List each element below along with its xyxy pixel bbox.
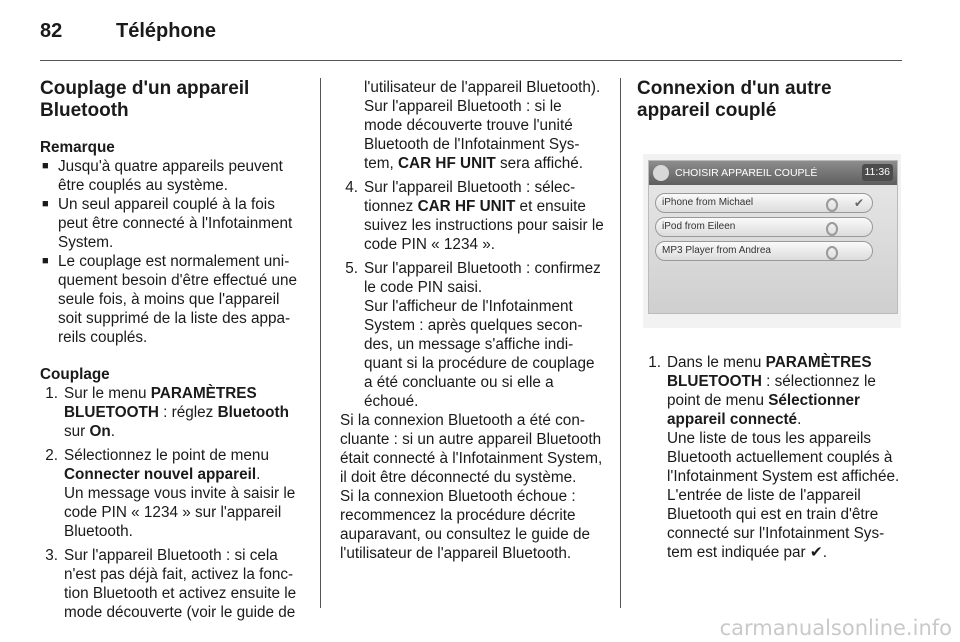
couplage-label: Couplage [40, 366, 110, 383]
step-text: . [822, 544, 827, 561]
step-bold: PARAMÈTRES BLUETOOTH [64, 385, 257, 421]
step-item [340, 259, 604, 411]
body-paragraph: Si la connexion Bluetooth échoue : recommencez la procédure décrite auparavant, ou consultez le guide de l'utilisateur de l'appareil Bluetooth. [340, 488, 591, 562]
phone-icon [653, 165, 669, 181]
step-text: Sur l'appareil Bluetooth : si le mode découverte trouve l'unité Bluetooth de l'Infotainment System, [364, 98, 580, 172]
body-paragraph: Si la connexion Bluetooth a été concluante : si un autre appareil Bluetooth était connecté à l'Infotainment System, il doit être déconnecté du système. [340, 412, 603, 486]
step-bold: Bluetooth [217, 404, 289, 421]
step-text: Sur le menu [64, 385, 151, 402]
header-rule [40, 60, 902, 61]
device-name: iPod from Eileen [662, 221, 736, 232]
phone-icon [826, 246, 838, 260]
step-text: Sur l'appareil Bluetooth : sélectionnez [364, 179, 576, 215]
step-item [40, 446, 306, 541]
step-item [340, 178, 604, 254]
step-text: sur [64, 423, 90, 440]
column-3 [637, 78, 903, 122]
step-paragraph: Un message vous invite à saisir le code PIN « 1234 » sur l'appareil Bluetooth. [64, 485, 296, 540]
step-item [40, 384, 306, 441]
bullet-item: ■ Le couplage est normalement uniquement besoin d'être effectué une seule fois, à moins que l'appareil soit supprimé de la liste des appareils couplés. [40, 252, 306, 347]
watermark: carmanualsonline.info [719, 616, 952, 640]
step-paragraph: Une liste de tous les appareils Bluetooth actuellement couplés à l'Infotainment System est affichée. [667, 430, 900, 485]
screen-time: 11:36 [862, 164, 894, 181]
step-text: Sur l'appareil Bluetooth : confirmez le code PIN saisi. [364, 260, 601, 296]
device-list-item[interactable] [655, 193, 873, 213]
step-number: 5. [345, 260, 358, 277]
page-header [40, 20, 216, 43]
column-3-steps [643, 353, 903, 562]
step-text: et ensuite suivez les instructions pour saisir le code PIN « 1234 ». [364, 198, 604, 253]
step-paragraph [667, 486, 903, 562]
bullet-item: ■ Un seul appareil couplé à la fois peut être connecté à l'Infotainment System. [40, 195, 306, 252]
step-paragraph [364, 97, 604, 173]
step-text: l'utilisateur de l'appareil Bluetooth). [364, 79, 601, 96]
device-name: iPhone from Michael [662, 197, 754, 208]
column-divider [320, 78, 321, 608]
step-text: . [256, 466, 261, 483]
step-item [643, 353, 903, 562]
device-name: MP3 Player from Andrea [662, 245, 771, 256]
screen-title: CHOISIR APPAREIL COUPLÉ [675, 167, 818, 179]
continued-step [340, 78, 604, 173]
step-bold: CAR HF UNIT [398, 155, 496, 172]
phone-icon [826, 198, 838, 212]
infotainment-screen [648, 160, 898, 314]
step-paragraph: Sur l'afficheur de l'Infotainment System : après quelques secondes, un message s'affiche indiquant si la procédure de couplage a été concluante ou si elle a échoué. [364, 298, 595, 410]
bullet-item: ■ Jusqu'à quatre appareils peuvent être couplés au système. [40, 157, 306, 195]
step-text: : sélectionnez le point de menu [667, 373, 876, 409]
device-list-item[interactable] [655, 217, 873, 237]
step-number: 1. [648, 354, 661, 371]
check-icon: ✔ [809, 544, 823, 561]
device-list-item[interactable] [655, 241, 873, 261]
check-icon: ✔ [853, 196, 864, 210]
section-title: Couplage d'un appareil Bluetooth [40, 78, 250, 121]
step-text: Dans le menu [667, 354, 766, 371]
step-item [40, 546, 306, 622]
step-bold: Sélectionner appareil connecté [667, 392, 861, 428]
step-text: . [797, 411, 802, 428]
step-bold: On [89, 423, 111, 440]
column-2 [340, 78, 604, 563]
page-number: 82 [40, 20, 63, 42]
step-number: 4. [345, 179, 358, 196]
step-text: L'entrée de liste de l'appareil Bluetooth qui est en train d'être connecté sur l'Infotainment System est indiquée par [667, 487, 885, 561]
remark-label: Remarque [40, 139, 115, 156]
step-number: 2. [45, 447, 58, 464]
column-divider [620, 78, 621, 608]
step-text: Sélectionnez le point de menu [64, 447, 269, 464]
step-text: : réglez [158, 404, 218, 421]
phone-icon [826, 222, 838, 236]
chapter-title: Téléphone [116, 20, 217, 42]
step-text: Sur l'appareil Bluetooth : si cela n'est pas déjà fait, activez la fonction Bluetooth et activez ensuite le mode découverte (voir le guide de [64, 547, 297, 621]
step-number: 1. [45, 385, 58, 402]
step-bold: CAR HF UNIT [417, 198, 516, 215]
step-bold: Connecter nouvel appareil [64, 466, 257, 483]
step-text: sera affiché. [495, 155, 584, 172]
step-number: 3. [45, 547, 58, 564]
step-text: . [110, 423, 115, 440]
device-screen-image [643, 154, 901, 328]
column-1 [40, 78, 306, 622]
screen-title-bar [649, 161, 897, 185]
step-bold: PARAMÈTRES BLUETOOTH [667, 354, 872, 390]
section-title: Connexion d'un autre appareil couplé [637, 78, 832, 121]
